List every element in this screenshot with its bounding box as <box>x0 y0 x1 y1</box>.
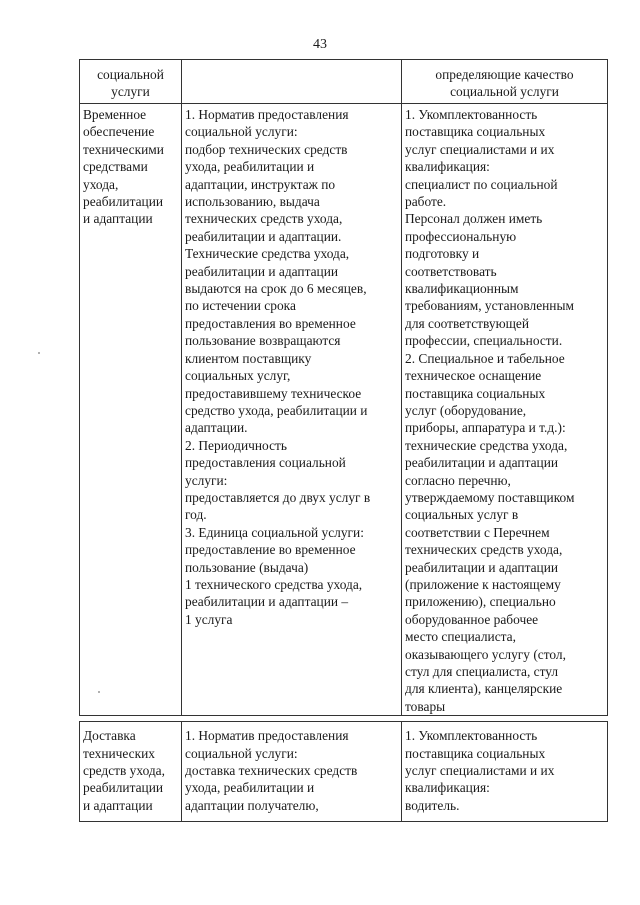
cell-text-line: технических <box>83 745 155 761</box>
cell-text-line: адаптации получателю, <box>185 797 319 813</box>
cell-text-line: требованиям, установленным <box>405 298 574 314</box>
cell-text-line: реабилитации и адаптации <box>405 455 559 471</box>
cell-text-line: приложению), специально <box>405 594 556 610</box>
cell-text-line: 1. Укомплектованность <box>405 728 538 744</box>
cell-text-line: адаптации. <box>185 420 248 436</box>
service-name-cell <box>80 722 182 822</box>
cell-text-line: по истечении срока <box>185 298 296 314</box>
cell-text-line: ухода, <box>83 176 119 192</box>
cell-text-line: предоставляется до двух услуг в <box>185 489 371 505</box>
cell-text-line: водитель. <box>405 797 460 813</box>
cell-text-line: реабилитации и адаптации – <box>185 594 349 610</box>
cell-text-line: ухода, реабилитации и <box>185 159 315 175</box>
cell-text-line: подготовку и <box>405 246 480 262</box>
cell-text-line: 2. Периодичность <box>185 437 287 453</box>
cell-text-line: пользование возвращаются <box>185 333 341 349</box>
page-number: 43 <box>313 37 327 52</box>
cell-text-line: реабилитации <box>83 780 164 796</box>
cell-text-line: поставщика социальных <box>405 745 546 761</box>
scan-speck <box>38 352 40 354</box>
table-row <box>80 722 608 822</box>
header-line: определяющие качество <box>435 67 574 82</box>
header-cell-standard <box>182 60 402 104</box>
cell-text-line: 1. Норматив предоставления <box>185 728 349 744</box>
cell-text-line: стул для специалиста, стул <box>405 664 559 679</box>
header-cell-service-name <box>80 60 182 104</box>
service-standard-cell <box>182 104 402 716</box>
cell-text-line: клиентом поставщику <box>185 350 312 366</box>
cell-text-line: для соответствующей <box>405 315 529 331</box>
cell-text-line: социальной услуги: <box>185 745 298 761</box>
cell-text-line: и адаптации <box>83 211 153 227</box>
cell-text-line: оказывающего услугу (стол, <box>405 646 566 662</box>
service-name-cell <box>80 104 182 716</box>
cell-text-line: соответствовать <box>405 263 497 279</box>
cell-text-line: социальных услуг в <box>405 507 519 523</box>
service-quality-cell <box>402 104 608 716</box>
cell-text-line: социальной услуги: <box>185 124 298 140</box>
table-row <box>80 104 608 716</box>
cell-text-line: профессиональную <box>405 228 517 244</box>
cell-text-line: доставка технических средств <box>185 763 358 779</box>
cell-text-line: средств ухода, <box>83 763 165 779</box>
cell-text-line: выдаются на срок до 6 месяцев, <box>185 281 367 297</box>
service-quality-cell <box>402 722 608 822</box>
cell-text-line: предоставления во временное <box>185 315 356 331</box>
cell-text-line: реабилитации и адаптации <box>185 263 339 279</box>
services-table <box>79 59 608 822</box>
cell-text-line: пользование (выдача) <box>185 559 309 575</box>
header-line: услуги <box>111 84 150 100</box>
cell-text-line: реабилитации и адаптации <box>405 559 559 575</box>
cell-text-line: квалификация: <box>405 159 490 175</box>
cell-text-line: Временное <box>83 107 147 122</box>
scan-speck <box>98 691 100 693</box>
cell-text-line: использованию, выдача <box>185 194 320 210</box>
cell-text-line: предоставления социальной <box>185 455 346 471</box>
cell-text-line: услуг специалистами и их <box>405 763 555 779</box>
cell-text-line: средствами <box>83 159 148 175</box>
cell-text-line: предоставившему техническое <box>185 385 362 401</box>
cell-text-line: работе. <box>405 194 447 210</box>
cell-text-line: год. <box>185 507 207 523</box>
cell-text-line: место специалиста, <box>405 629 516 645</box>
cell-text-line: обеспечение <box>83 124 155 140</box>
cell-text-line: ухода, реабилитации и <box>185 780 315 796</box>
cell-text-line: подбор технических средств <box>185 141 348 157</box>
cell-text-line: квалификация: <box>405 780 490 796</box>
cell-text-line: техническое оснащение <box>405 368 542 384</box>
cell-text-line: реабилитации <box>83 194 164 210</box>
cell-text-line: специалист по социальной <box>405 176 558 192</box>
cell-text-line: услуг (оборудование, <box>405 402 527 418</box>
cell-text-line: утверждаемому поставщиком <box>405 489 575 505</box>
cell-text-line: Технические средства ухода, <box>185 246 350 262</box>
cell-text-line: 1. Норматив предоставления <box>185 107 349 122</box>
cell-text-line: 1 технического средства ухода, <box>185 576 363 592</box>
header-cell-quality <box>402 60 608 104</box>
cell-text-line: оборудованное рабочее <box>405 611 539 627</box>
cell-text-line: согласно перечню, <box>405 472 511 488</box>
cell-text-line: квалификационным <box>405 281 519 297</box>
cell-text-line: профессии, специальности. <box>405 333 563 349</box>
cell-text-line: 3. Единица социальной услуги: <box>185 524 364 540</box>
cell-text-line: средство ухода, реабилитации и <box>185 402 368 418</box>
cell-text-line: 1 услуга <box>185 611 233 627</box>
header-line: социальной <box>97 67 164 82</box>
cell-text-line: поставщика социальных <box>405 124 546 140</box>
cell-text-line: техническими <box>83 141 164 157</box>
cell-text-line: и адаптации <box>83 797 153 813</box>
cell-text-line: услуги: <box>185 472 228 488</box>
cell-text-line: технических средств ухода, <box>405 542 563 558</box>
cell-text-line: Персонал должен иметь <box>405 211 543 227</box>
service-standard-cell <box>182 722 402 822</box>
cell-text-line: товары <box>405 698 446 714</box>
cell-text-line: технических средств ухода, <box>185 211 343 227</box>
cell-text-line: 1. Укомплектованность <box>405 107 538 122</box>
cell-text-line: для клиента), канцелярские <box>405 681 563 697</box>
cell-text-line: технические средства ухода, <box>405 437 568 453</box>
cell-text-line: поставщика социальных <box>405 385 546 401</box>
header-line: социальной услуги <box>450 84 559 100</box>
cell-text-line: услуг специалистами и их <box>405 141 555 157</box>
cell-text-line: (приложение к настоящему <box>405 576 561 592</box>
cell-text-line: реабилитации и адаптации. <box>185 228 342 244</box>
cell-text-line: предоставление во временное <box>185 542 356 558</box>
cell-text-line: приборы, аппаратура и т.д.): <box>405 420 566 436</box>
cell-text-line: 2. Специальное и табельное <box>405 350 565 366</box>
cell-text-line: Доставка <box>83 728 136 744</box>
table-header-row <box>80 60 608 104</box>
cell-text-line: адаптации, инструктаж по <box>185 176 336 192</box>
cell-text-line: социальных услуг, <box>185 368 291 384</box>
cell-text-line: соответствии с Перечнем <box>405 524 550 540</box>
